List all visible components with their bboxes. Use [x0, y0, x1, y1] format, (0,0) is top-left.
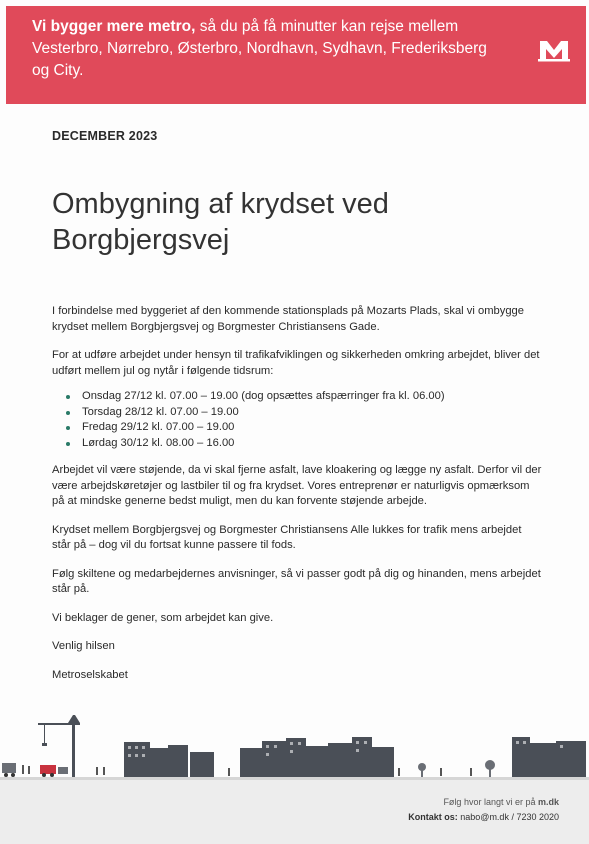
paragraph-schedule-intro: For at udføre arbejdet under hensyn til trafikafviklingen og sikkerheden omkring arbejdet, bliver det udført mellem jul og nytår i følgende tidsrum: [52, 349, 540, 377]
footer-progress-line [443, 797, 559, 807]
metro-m-logo-icon [536, 33, 572, 63]
header-banner [6, 6, 586, 104]
banner-text [32, 16, 502, 82]
paragraph-signs: Følg skiltene og medarbejdernes anvisninger, så vi passer godt på dig og hinanden, mens arbejdet står på. [52, 567, 541, 595]
banner-body-text: så du på få minutter kan rejse mellem Vesterbro, Nørrebro, Østerbro, Nordhavn, Sydhavn, Frederiksberg og City. [32, 18, 487, 79]
schedule-item: Torsdag 28/12 kl. 07.00 – 19.00 [74, 405, 542, 421]
schedule-list [52, 389, 542, 451]
footer-contact-line [408, 812, 559, 822]
website-link[interactable]: m.dk [537, 797, 559, 807]
signature: Metroselskabet [52, 668, 128, 681]
paragraph-greeting: Venlig hilsen [52, 640, 115, 652]
paragraph-intro: I forbindelse med byggeriet af den kommende stationsplads på Mozarts Plads, skal vi ombygge krydset mellem Borgbjergsvej og Borgmester Christiansens Gade. [52, 305, 524, 333]
footer-progress-text: Følg hvor langt vi er på [443, 797, 538, 807]
contact-details: nabo@m.dk / 7230 2020 [457, 812, 559, 822]
schedule-item: Onsdag 27/12 kl. 07.00 – 19.00 (dog opsættes afspærringer fra kl. 06.00) [74, 389, 542, 405]
city-skyline-illustration [0, 715, 589, 780]
schedule-item: Lørdag 30/12 kl. 08.00 – 16.00 [74, 436, 542, 452]
letter-body [52, 304, 542, 696]
issue-date: DECEMBER 2023 [52, 129, 158, 143]
paragraph-apology: Vi beklager de gener, som arbejdet kan give. [52, 611, 274, 624]
page-title: Ombygning af krydset ved Borgbjergsvej [52, 188, 389, 256]
paragraph-closure: Krydset mellem Borgbjergsvej og Borgmester Christiansens Alle lukkes for trafik mens arbejdet står på – dog vil du fortsat kunne passere til fods. [52, 523, 522, 551]
banner-bold-text: Vi bygger mere metro, [32, 18, 196, 35]
contact-label: Kontakt os: [408, 812, 458, 822]
schedule-item: Fredag 29/12 kl. 07.00 – 19.00 [74, 420, 542, 436]
paragraph-noise: Arbejdet vil være støjende, da vi skal fjerne asfalt, lave kloakering og lægge ny asfalt. Derfor vil der være arbejdskøretøjer og lastbiler til og fra krydset. Vores entreprenør er naturligvis opmærksom på at mindske generne bedst muligt, men du kan forvente støjende arbejde. [52, 464, 542, 507]
